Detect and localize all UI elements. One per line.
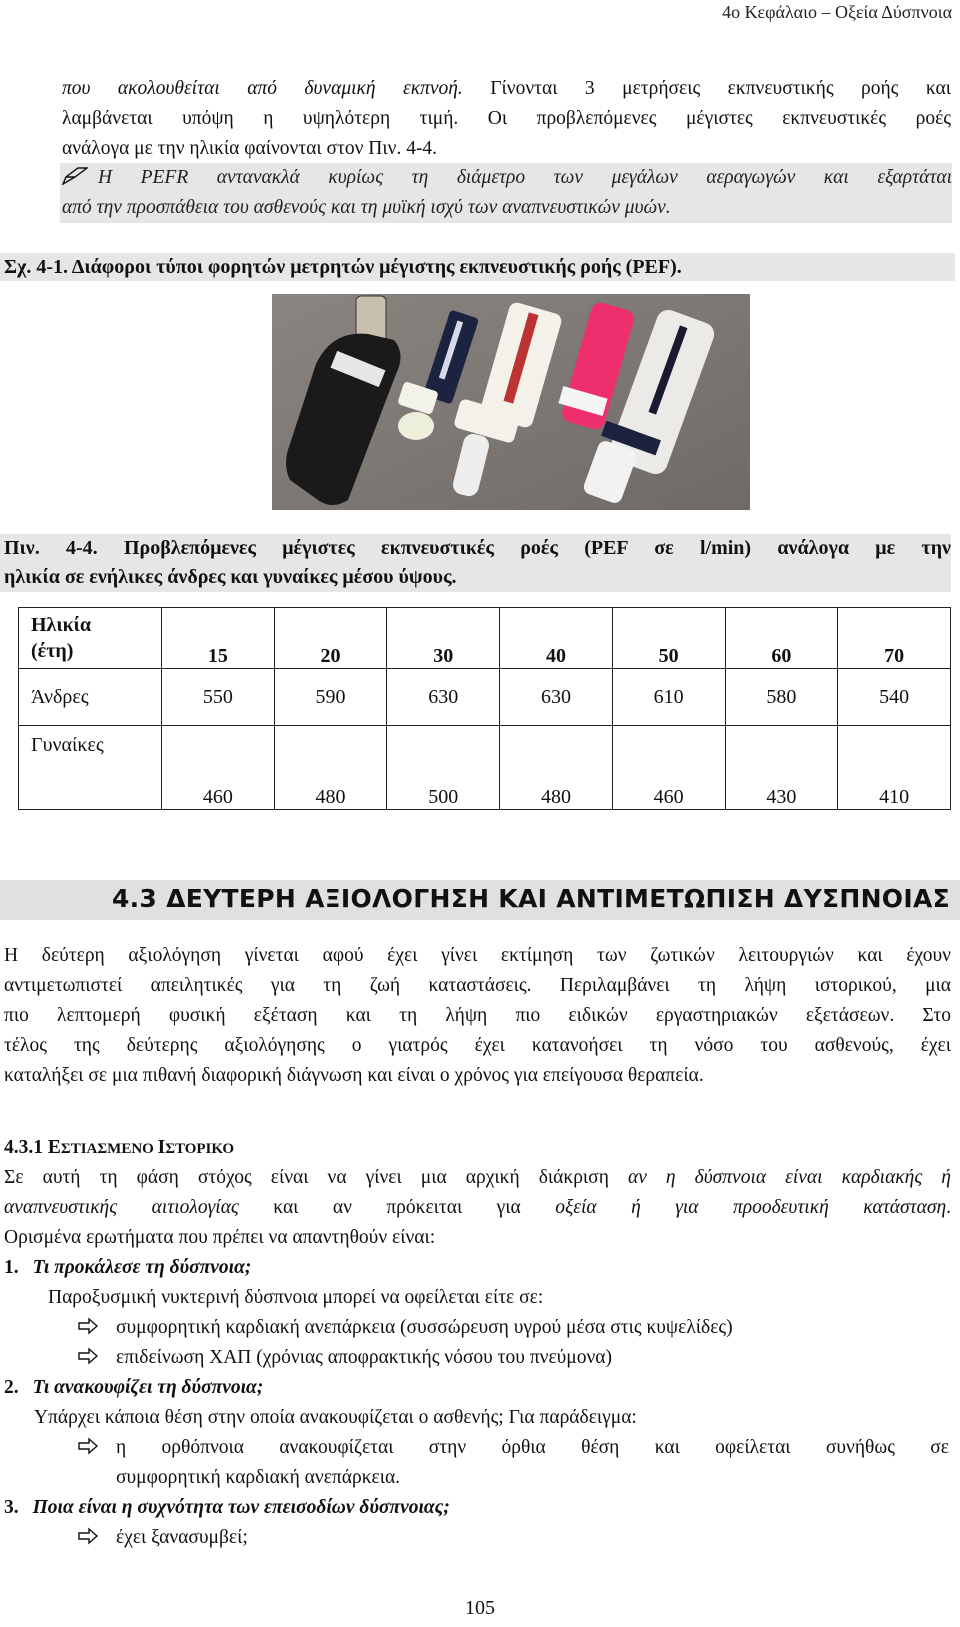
section-title: 4.3 ΔΕΥΤΕΡΗ ΑΞΙΟΛΟΓΗΣΗ ΚΑΙ ΑΝΤΙΜΕΤΩΠΙΣΗ ΔΥΣΠΝΟΙΑΣ bbox=[111, 884, 950, 913]
figure-caption: Σχ. 4-1. Διάφοροι τύποι φορητών μετρητών μέγιστης εκπνευστικής ροής (PEF). bbox=[0, 253, 955, 281]
subsection-intro bbox=[4, 1163, 951, 1253]
question-2 bbox=[4, 1373, 951, 1493]
question-1 bbox=[4, 1253, 951, 1373]
intro-fragment: αναπνευστικής αιτιολογίας bbox=[4, 1197, 239, 1218]
question-number: 3. bbox=[4, 1497, 19, 1518]
intro-line-1 bbox=[62, 74, 951, 104]
section-line: καταλήξει σε μια πιθανή διαφορική διάγνωση και είναι ο χρόνος για επείγουσα θεραπεία. bbox=[4, 1065, 704, 1086]
subsection-intro-line-2 bbox=[4, 1193, 951, 1223]
question-title bbox=[4, 1373, 951, 1403]
section-heading-band bbox=[0, 880, 960, 920]
intro-line-1-rest: Γίνονται 3 μετρήσεις εκπνευστικής ροής και bbox=[462, 78, 951, 99]
question-text: Ποια είναι η συχνότητα των επεισοδίων δύσπνοιας; bbox=[32, 1497, 450, 1518]
bullet-text: έχει ξανασυμβεί; bbox=[116, 1527, 248, 1548]
question-lead: Υπάρχει κάποια θέση στην οποία ανακουφίζεται ο ασθενής; Για παράδειγμα: bbox=[34, 1407, 637, 1428]
arrow-right-icon bbox=[76, 1526, 102, 1546]
bullet-item bbox=[4, 1523, 951, 1553]
age-cell: 70 bbox=[838, 608, 951, 669]
question-title bbox=[4, 1253, 951, 1283]
subsection-heading bbox=[4, 1133, 234, 1164]
bullet-item bbox=[4, 1433, 951, 1463]
row-label: Γυναίκες bbox=[19, 726, 162, 810]
intro-paragraph bbox=[62, 74, 951, 164]
intro-fragment: Σε αυτή τη φάση στόχος είναι να γίνει μια αρχική διάκριση bbox=[4, 1167, 628, 1188]
table-cell: 480 bbox=[274, 726, 387, 810]
intro-line-2: λαμβάνεται υπόψη η υψηλότερη τιμή. Οι προβλεπόμενες μέγιστες εκπνευστικές ροές bbox=[62, 108, 951, 129]
table-cell: 540 bbox=[838, 669, 951, 726]
table-cell: 410 bbox=[838, 726, 951, 810]
intro-fragment: . bbox=[946, 1197, 952, 1218]
age-label-2: (έτη) bbox=[31, 640, 74, 662]
subsection-intro-line-1 bbox=[4, 1163, 951, 1193]
question-title bbox=[4, 1493, 951, 1523]
section-line: αντιμετωπιστεί απειλητικές για τη ζωή καταστάσεις. Περιλαμβάνει τη λήψη ιστορικού, μια bbox=[4, 975, 951, 996]
table-cell: 460 bbox=[162, 726, 275, 810]
table-caption-line-1: Πιν. 4-4. Προβλεπόμενες μέγιστες εκπνευστικές ροές (PEF σε l/min) ανάλογα με την bbox=[4, 537, 951, 559]
section-line: πιο λεπτομερή φυσική εξέταση και τη λήψη πιο ειδικών εργαστηριακών εξετάσεων. Στο bbox=[4, 1005, 951, 1026]
subsection-title-part: Ε bbox=[47, 1137, 61, 1158]
question-number: 2. bbox=[4, 1377, 19, 1398]
pencil-icon bbox=[62, 165, 88, 183]
arrow-right-icon bbox=[76, 1316, 102, 1336]
age-cell: 50 bbox=[612, 608, 725, 669]
intro-fragment: αν η δύσπνοια είναι καρδιακής ή bbox=[627, 1167, 951, 1188]
question-lead: Παροξυσμική νυκτερινή δύσπνοια μπορεί να οφείλεται είτε σε: bbox=[48, 1287, 544, 1308]
intro-fragment: οξεία ή για προοδευτική κατάσταση bbox=[555, 1197, 947, 1218]
question-number: 1. bbox=[4, 1257, 19, 1278]
subsection-title-part: ΣΤΙΑΣΜΕΝΟ bbox=[60, 1141, 158, 1157]
bullet-continuation: συμφορητική καρδιακή ανεπάρκεια. bbox=[116, 1467, 401, 1488]
bullet-text: επιδείνωση ΧΑΠ (χρόνιας αποφρακτικής νόσου του πνεύμονα) bbox=[116, 1347, 613, 1368]
section-line: τέλος της δεύτερης αξιολόγησης ο γιατρός έχει κατανοήσει τη νόσο του ασθενούς, έχει bbox=[4, 1035, 951, 1056]
note-box bbox=[60, 163, 952, 223]
question-text: Τι προκάλεσε τη δύσπνοια; bbox=[32, 1257, 252, 1278]
table-cell: 610 bbox=[612, 669, 725, 726]
bullet-text: συμφορητική καρδιακή ανεπάρκεια (συσσώρευση υγρού μέσα στις κυψελίδες) bbox=[116, 1317, 733, 1338]
table-cell: 630 bbox=[500, 669, 613, 726]
table-cell: 590 bbox=[274, 669, 387, 726]
table-cell: 500 bbox=[387, 726, 500, 810]
table-cell: 630 bbox=[387, 669, 500, 726]
table-caption-line-2: ηλικία σε ενήλικες άνδρες και γυναίκες μέσου ύψους. bbox=[4, 566, 457, 588]
subsection-title-part: ΣΤΟΡΙΚΟ bbox=[165, 1141, 235, 1157]
running-header: 4ο Κεφάλαιο – Οξεία Δύσπνοια bbox=[722, 2, 952, 22]
table-row-women bbox=[19, 726, 951, 810]
table-cell: 550 bbox=[162, 669, 275, 726]
table-cell: 480 bbox=[500, 726, 613, 810]
arrow-right-icon bbox=[76, 1436, 102, 1456]
peak-flow-meters-photo bbox=[272, 294, 750, 510]
note-line-2: από την προσπάθεια του ασθενούς και τη μυϊκή ισχύ των αναπνευστικών μυών. bbox=[62, 197, 671, 218]
bullet-item bbox=[4, 1343, 951, 1373]
table-cell: 430 bbox=[725, 726, 838, 810]
age-cell: 40 bbox=[500, 608, 613, 669]
table-header-row bbox=[19, 608, 951, 669]
question-text: Τι ανακουφίζει τη δύσπνοια; bbox=[32, 1377, 264, 1398]
intro-fragment: και αν πρόκειται για bbox=[238, 1197, 556, 1218]
section-paragraph bbox=[4, 941, 951, 1091]
table-cell: 460 bbox=[612, 726, 725, 810]
intro-line-3: ανάλογα με την ηλικία φαίνονται στον Πιν. 4-4. bbox=[62, 138, 438, 159]
intro-italic-fragment: που ακολουθείται από δυναμική εκπνοή. bbox=[62, 78, 463, 99]
bullet-text: η ορθόπνοια ανακουφίζεται στην όρθια θέση και οφείλεται συνήθως σε bbox=[116, 1437, 949, 1458]
age-label-1: Ηλικία bbox=[31, 614, 92, 636]
subsection-intro-line-3: Ορισμένα ερωτήματα που πρέπει να απαντηθούν είναι: bbox=[4, 1227, 436, 1248]
pef-table bbox=[18, 607, 951, 810]
page-number: 105 bbox=[465, 1597, 495, 1619]
age-cell: 20 bbox=[274, 608, 387, 669]
age-cell: 60 bbox=[725, 608, 838, 669]
table-row-men bbox=[19, 669, 951, 726]
age-cell: 15 bbox=[162, 608, 275, 669]
arrow-right-icon bbox=[76, 1346, 102, 1366]
note-text-1: Η PEFR αντανακλά κυρίως τη διάμετρο των μεγάλων αεραγωγών και εξαρτάται bbox=[98, 167, 952, 188]
age-header-cell bbox=[19, 608, 162, 669]
age-cell: 30 bbox=[387, 608, 500, 669]
subsection-number: 4.3.1 bbox=[4, 1137, 43, 1158]
question-3 bbox=[4, 1493, 951, 1553]
table-cell: 580 bbox=[725, 669, 838, 726]
subsection-title-part: Ι bbox=[157, 1137, 166, 1158]
note-line-1 bbox=[60, 163, 952, 193]
bullet-item bbox=[4, 1313, 951, 1343]
table-caption bbox=[0, 534, 951, 592]
section-line: Η δεύτερη αξιολόγηση γίνεται αφού έχει γίνει εκτίμηση των ζωτικών λειτουργιών και έχουν bbox=[4, 945, 951, 966]
row-label: Άνδρες bbox=[19, 669, 162, 726]
